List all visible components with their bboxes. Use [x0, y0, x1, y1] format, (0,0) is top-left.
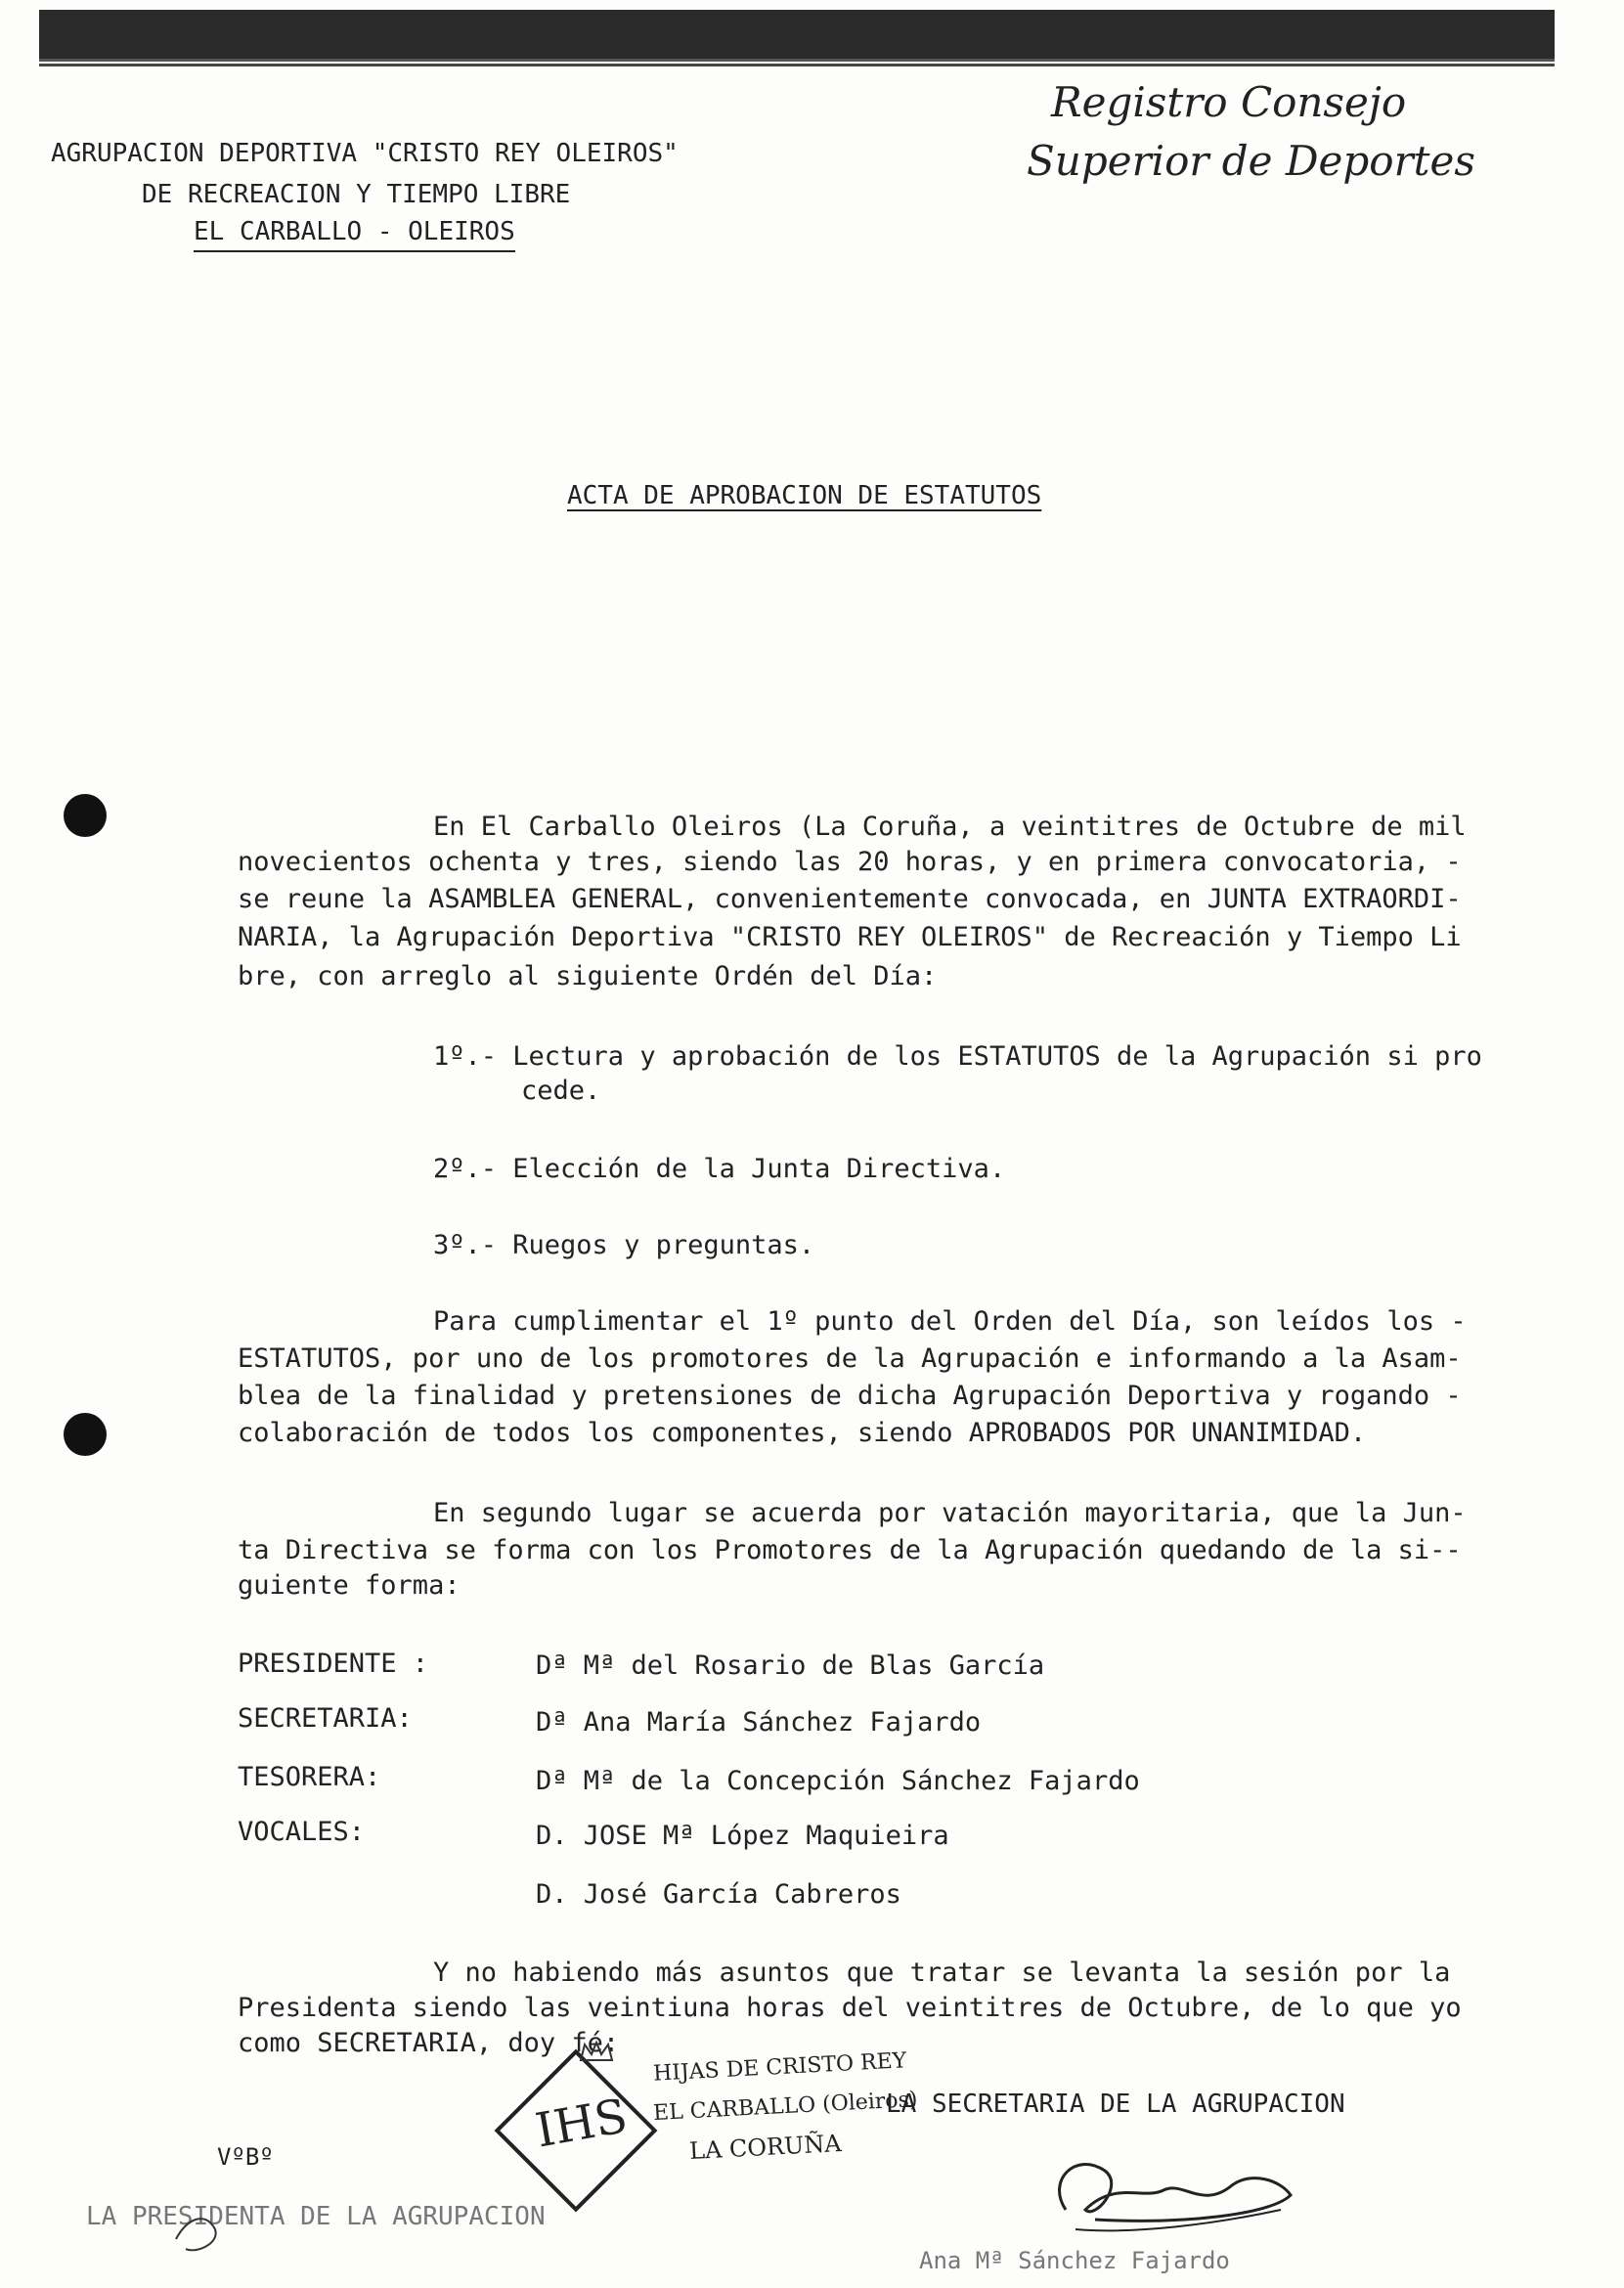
- presidenta-signature-mark: [166, 2200, 244, 2259]
- crown-mark: [577, 2039, 616, 2068]
- stamp-text-line1: HIJAS DE CRISTO REY: [652, 2048, 907, 2087]
- intro-line: NARIA, la Agrupación Deportiva "CRISTO REY OLEIROS" de Recreación y Tiempo Li: [238, 922, 1462, 952]
- intro-line: bre, con arreglo al siguiente Ordén del Día:: [238, 961, 938, 991]
- document-title: ACTA DE APROBACION DE ESTATUTOS: [567, 481, 1042, 510]
- board-role: VOCALES:: [238, 1817, 366, 1847]
- intro-line: En El Carballo Oleiros (La Coruña, a veintitres de Octubre de mil: [433, 812, 1467, 842]
- para2-line: ta Directiva se forma con los Promotores de la Agrupación quedando de la si--: [238, 1535, 1462, 1565]
- org-name-line1: AGRUPACION DEPORTIVA "CRISTO REY OLEIROS": [51, 139, 679, 168]
- board-role: SECRETARIA:: [238, 1703, 413, 1734]
- agenda-item-1: 1º.- Lectura y aprobación de los ESTATUTOS de la Agrupación si pro: [433, 1041, 1482, 1072]
- board-name: Dª Mª del Rosario de Blas García: [536, 1650, 1045, 1681]
- presidenta-title: LA PRESIDENTA DE LA AGRUPACION: [86, 2202, 546, 2231]
- board-name: D. JOSE Mª López Maquieira: [536, 1821, 949, 1851]
- agenda-item-1-cont: cede.: [521, 1076, 601, 1106]
- para1-line: colaboración de todos los componentes, siendo APROBADOS POR UNANIMIDAD.: [238, 1418, 1367, 1448]
- handwritten-note-line2: Superior de Deportes: [1027, 137, 1475, 185]
- closing-line: Y no habiendo más asuntos que tratar se levanta la sesión por la: [433, 1958, 1451, 1988]
- agenda-item-2: 2º.- Elección de la Junta Directiva.: [433, 1154, 1006, 1184]
- stamp-text-line3: LA CORUÑA: [688, 2129, 843, 2166]
- org-name-line3: EL CARBALLO - OLEIROS: [194, 217, 515, 252]
- closing-line: como SECRETARIA, doy fé:: [238, 2028, 620, 2058]
- board-role: PRESIDENTE :: [238, 1649, 429, 1679]
- board-name: Dª Mª de la Concepción Sánchez Fajardo: [536, 1766, 1140, 1796]
- board-role: TESORERA:: [238, 1762, 381, 1792]
- secretaria-name: Ana Mª Sánchez Fajardo: [919, 2247, 1230, 2274]
- stamp-text-line2: EL CARBALLO (Oleiros): [652, 2087, 919, 2127]
- punch-hole-bottom: [64, 1413, 107, 1456]
- handwritten-note-line1: Registro Consejo: [1051, 78, 1407, 126]
- intro-line: se reune la ASAMBLEA GENERAL, convenientemente convocada, en JUNTA EXTRAORDI-: [238, 884, 1462, 914]
- para1-line: ESTATUTOS, por uno de los promotores de la Agrupación e informando a la Asam-: [238, 1343, 1462, 1374]
- scan-artifact-bar: [39, 10, 1555, 62]
- secretaria-signature: [1036, 2141, 1300, 2249]
- intro-line: novecientos ochenta y tres, siendo las 20 horas, y en primera convocatoria, -: [238, 847, 1462, 877]
- org-name-line2: DE RECREACION Y TIEMPO LIBRE: [142, 180, 571, 209]
- para2-line: En segundo lugar se acuerda por vatación mayoritaria, que la Jun-: [433, 1498, 1467, 1528]
- board-name: D. José García Cabreros: [536, 1879, 901, 1910]
- punch-hole-top: [64, 794, 107, 837]
- vobo-label: VºBº: [217, 2143, 274, 2171]
- para1-line: Para cumplimentar el 1º punto del Orden del Día, son leídos los -: [433, 1306, 1467, 1337]
- ihs-stamp-monogram: IHS: [531, 2089, 632, 2159]
- secretaria-title: LA SECRETARIA DE LA AGRUPACION: [886, 2090, 1345, 2119]
- para1-line: blea de la finalidad y pretensiones de dicha Agrupación Deportiva y rogando -: [238, 1381, 1462, 1411]
- agenda-item-3: 3º.- Ruegos y preguntas.: [433, 1230, 815, 1260]
- closing-line: Presidenta siendo las veintiuna horas del veintitres de Octubre, de lo que yo: [238, 1993, 1462, 2023]
- para2-line: guiente forma:: [238, 1570, 461, 1601]
- board-name: Dª Ana María Sánchez Fajardo: [536, 1707, 982, 1738]
